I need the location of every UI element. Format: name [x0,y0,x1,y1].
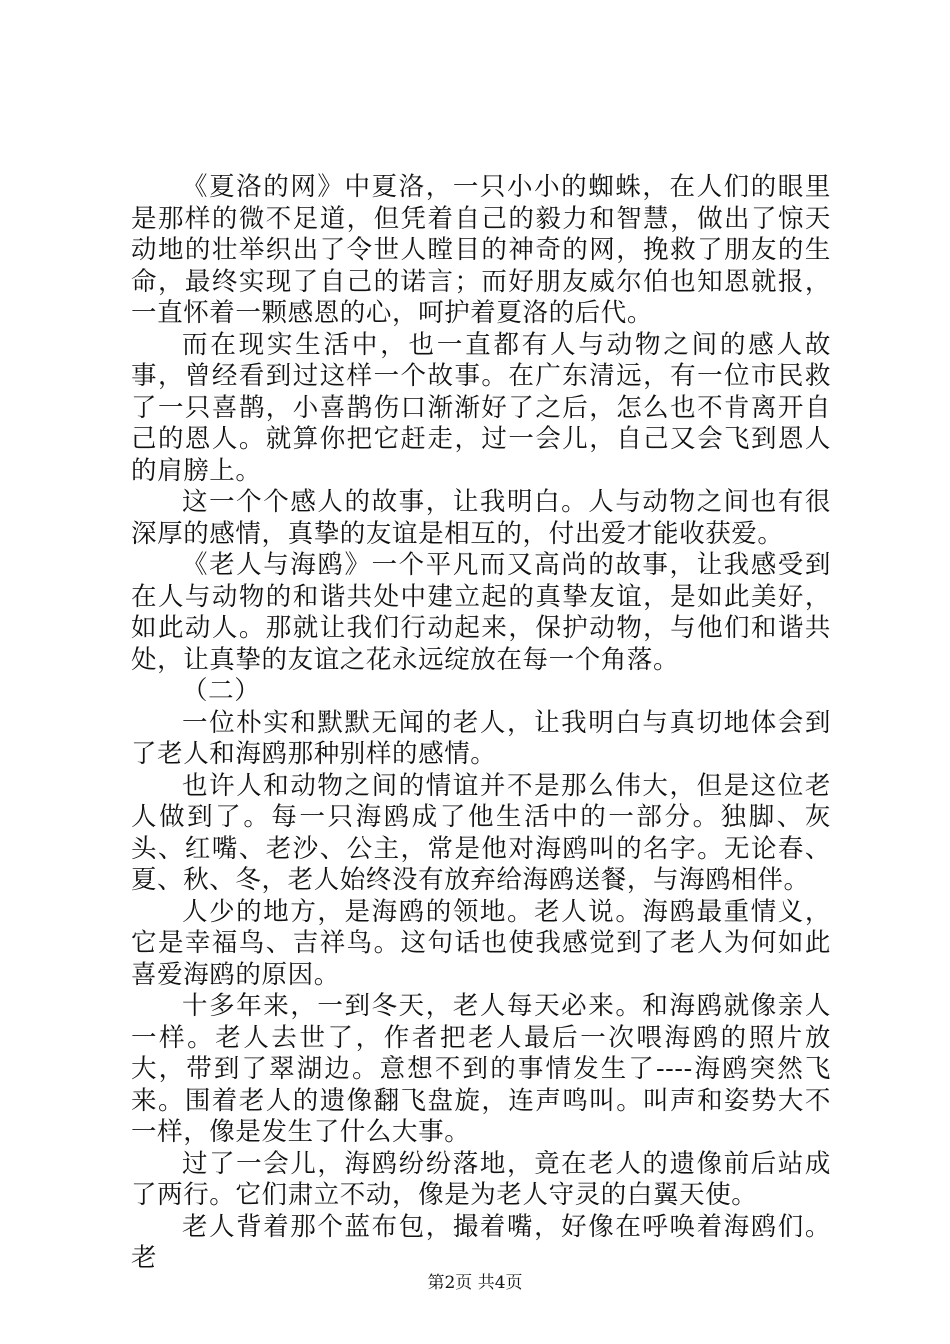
paragraph: 过了一会儿，海鸥纷纷落地，竟在老人的遗像前后站成了两行。它们肃立不动，像是为老人守灵的白翼天使。 [131,1148,831,1210]
document-body [131,172,831,1275]
paragraph: 《夏洛的网》中夏洛，一只小小的蜘蛛，在人们的眼里是那样的微不足道，但凭着自己的毅力和智慧，做出了惊天动地的壮举织出了令世人瞠目的神奇的网，挽救了朋友的生命，最终实现了自己的诺言；而好朋友威尔伯也知恩就报，一直怀着一颗感恩的心，呵护着夏洛的后代。 [131,172,831,328]
paragraph: 人少的地方，是海鸥的领地。老人说。海鸥最重情义，它是幸福鸟、吉祥鸟。这句话也使我感觉到了老人为何如此喜爱海鸥的原因。 [131,896,831,990]
paragraph: 而在现实生活中，也一直都有人与动物之间的感人故事，曾经看到过这样一个故事。在广东清远，有一位市民救了一只喜鹊，小喜鹊伤口渐渐好了之后，怎么也不肯离开自己的恩人。就算你把它赶走，过一会儿，自己又会飞到恩人的肩膀上。 [131,329,831,486]
paragraph: 这一个个感人的故事，让我明白。人与动物之间也有很深厚的感情，真挚的友谊是相互的，付出爱才能收获爱。 [131,487,831,549]
paragraph: 老人背着那个蓝布包，撮着嘴，好像在呼唤着海鸥们。老 [131,1211,831,1273]
paragraph: 十多年来，一到冬天，老人每天必来。和海鸥就像亲人一样。老人去世了，作者把老人最后一次喂海鸥的照片放大，带到了翠湖边。意想不到的事情发生了----海鸥突然飞来。围着老人的遗像翻飞盘旋，连声鸣叫。叫声和姿势大不一样，像是发生了什么大事。 [131,991,831,1147]
paragraph: 一位朴实和默默无闻的老人，让我明白与真切地体会到了老人和海鸥那种别样的感情。 [131,707,831,769]
paragraph: 也许人和动物之间的情谊并不是那么伟大，但是这位老人做到了。每一只海鸥成了他生活中的一部分。独脚、灰头、红嘴、老沙、公主，常是他对海鸥叫的名字。无论春、夏、秋、冬，老人始终没有放弃给海鸥送餐，与海鸥相伴。 [131,770,831,895]
section-heading: （二） [182,676,261,706]
page-footer: 第2页 共4页 [427,1273,523,1293]
paragraph: 《老人与海鸥》一个平凡而又高尚的故事，让我感受到在人与动物的和谐共处中建立起的真挚友谊，是如此美好，如此动人。那就让我们行动起来，保护动物，与他们和谐共处，让真挚的友谊之花永远绽放在每一个角落。 [131,550,831,675]
